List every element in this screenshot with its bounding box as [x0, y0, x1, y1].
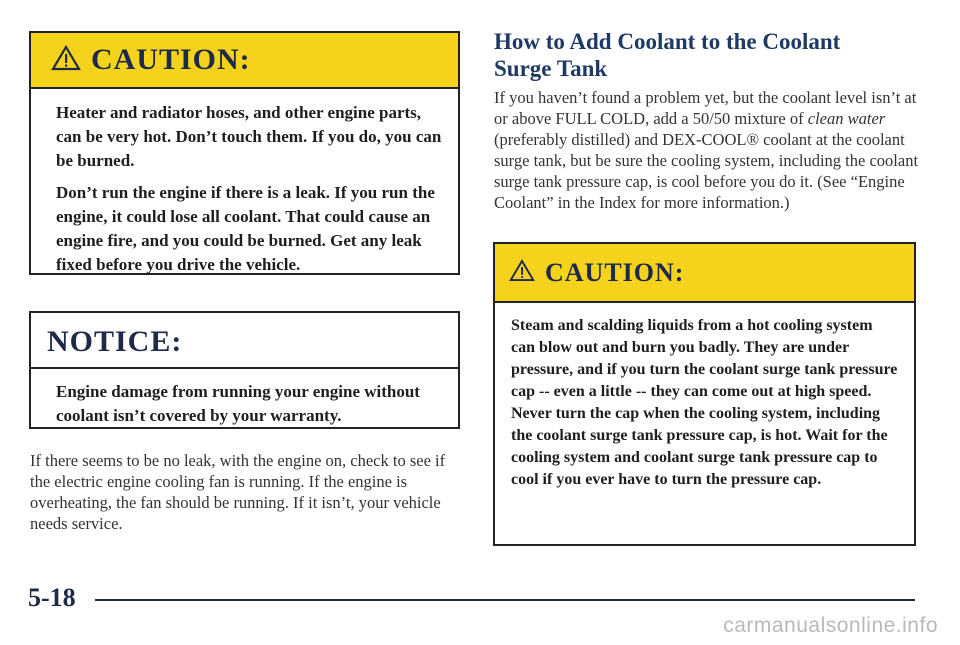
- caution-label: CAUTION:: [545, 257, 685, 287]
- caution-header: [495, 244, 914, 303]
- caution-paragraph: Don’t run the engine if there is a leak. If you run the engine, it could lose all coolant. That could cause an engine fire, and you could be burned. Get any leak fixed before you drive the vehicle.: [56, 183, 435, 274]
- caution-text: Steam and scalding liquids from a hot cooling system can blow out and burn you badly. They are under pressure, and if you turn the coolant surge tank pressure cap -- even a little -- they can come out at high speed. Never turn the cap when the cooling system, including the coolant surge tank pressure cap, is hot. Wait for the cooling system and coolant surge tank pressure cap to cool if you ever have to turn the pressure cap.: [511, 317, 898, 488]
- section-heading: How to Add Coolant to the Coolant Surge Tank: [494, 29, 841, 81]
- notice-text: Engine damage from running your engine without coolant isn’t covered by your warranty.: [56, 382, 420, 425]
- caution-body: [31, 89, 458, 277]
- caution-box-left: [29, 31, 460, 275]
- intro-text-after: (preferably distilled) and DEX-COOL® coolant at the coolant surge tank, but be sure the cooling system, including the coolant surge tank pressure cap, is cool before you do it. (See “Engine Coolant” in the Index for more information.): [494, 130, 919, 212]
- intro-text-before: If you haven’t found a problem yet, but the coolant level isn’t at or above FULL COLD, add a 50/50 mixture of: [494, 88, 917, 128]
- intro-emphasis: clean water: [807, 109, 886, 128]
- caution-body: [495, 303, 914, 491]
- caution-label: CAUTION:: [91, 43, 251, 76]
- notice-body: [31, 369, 458, 428]
- caution-box-right: [493, 242, 916, 546]
- warning-triangle-icon: [509, 259, 535, 287]
- left-body-text: If there seems to be no leak, with the engine on, check to see if the electric engine cooling fan is running. If the engine is overheating, the fan should be running. If it isn’t, your vehicle needs service.: [30, 451, 446, 533]
- page-number: 5-18: [28, 583, 76, 612]
- warning-triangle-icon: [51, 45, 81, 76]
- footer-rule: [95, 599, 915, 601]
- notice-box: [29, 311, 460, 429]
- footer-watermark[interactable]: carmanualsonline.info: [723, 614, 938, 637]
- caution-header: [31, 33, 458, 89]
- caution-paragraph: Heater and radiator hoses, and other engine parts, can be very hot. Don’t touch them. If you do, you can be burned.: [56, 103, 442, 170]
- right-intro-text: [494, 87, 919, 213]
- notice-label: NOTICE:: [31, 313, 458, 369]
